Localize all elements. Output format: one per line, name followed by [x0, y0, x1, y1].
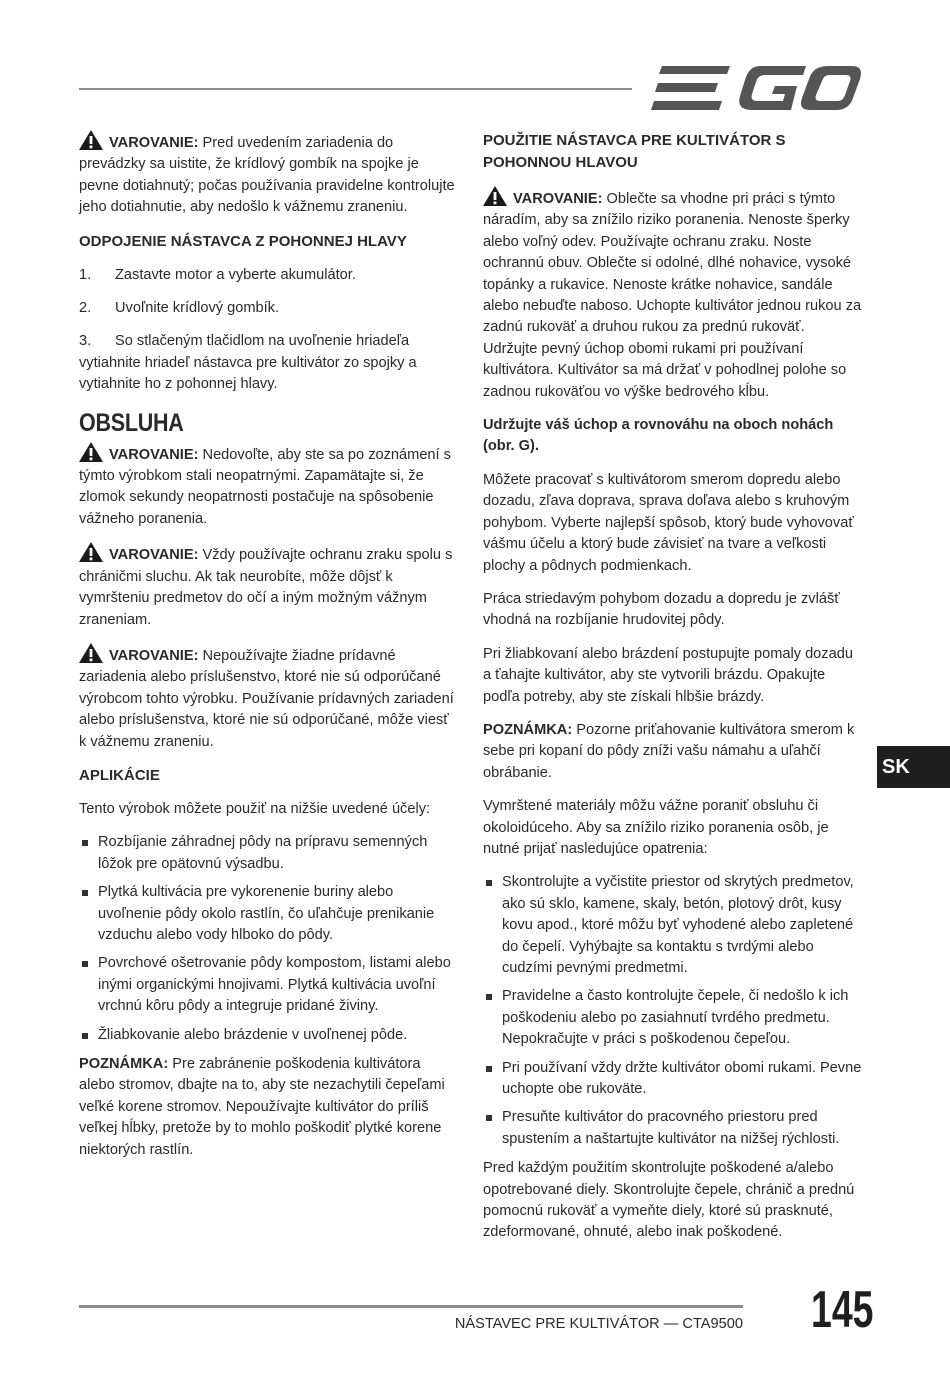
- step-number: 1.: [79, 266, 92, 283]
- numbered-step: [79, 331, 460, 395]
- list-item: Presuňte kultivátor do pracovného priestoru pred spustením a naštartujte kultivátor na nižšej rýchlosti.: [483, 1107, 863, 1150]
- warning-text: Pred uvedením zariadenia do prevádzky sa uistite, že krídlový gombík na spojke je pevne dotiahnutý; počas používania pravidelne kontrolujte jeho dotiahnutie, aby nedošlo k vážnemu zraneniu.: [79, 135, 455, 216]
- note-paragraph: [79, 1054, 460, 1161]
- warning-triangle-icon: [79, 130, 103, 150]
- warning-label: VAROVANIE:: [109, 647, 199, 664]
- step-text: Zastavte motor a vyberte akumulátor.: [115, 266, 356, 283]
- applications-list: [79, 832, 460, 1046]
- warning-label: VAROVANIE:: [513, 191, 603, 207]
- section-heading-applications: APLIKÁCIE: [79, 766, 160, 784]
- note-label: POZNÁMKA:: [483, 721, 573, 738]
- list-item: Plytká kultivácia pre vykorenenie buriny alebo uvoľnenie pôdy okolo rastlín, čo uľahčuje prenikanie vzduchu alebo vody hlboko do pôdy.: [79, 882, 460, 946]
- step-number: 3.: [79, 333, 92, 350]
- ego-logo: [648, 64, 862, 112]
- grip-instruction: Udržujte váš úchop a rovnováhu na oboch nohách (obr. G).: [483, 417, 834, 455]
- warning-triangle-icon: [483, 186, 507, 206]
- section-heading-detach: ODPOJENIE NÁSTAVCA Z POHONNEJ HLAVY: [79, 232, 407, 250]
- step-text: So stlačeným tlačidlom na uvoľnenie hriadeľa vytiahnite hriadeľ nástavca pre kultivátor zo spojky a vytiahnite ho z pohonnej hlavy.: [79, 333, 417, 393]
- warning-triangle-icon: [79, 442, 103, 462]
- note-text: Pozorne priťahovanie kultivátora smerom k sebe pri kopaní do pôdy zníži vašu námahu a uľahčí obrábanie.: [483, 721, 855, 781]
- applications-intro: Tento výrobok môžete použiť na nižšie uvedené účely:: [79, 800, 431, 817]
- body-paragraph: Pred každým použitím skontrolujte poškodené a/alebo opotrebované diely. Skontrolujte čepele, chránič a prednú pomocnú rukoväť a vymeňte diely, ktoré sú prasknuté, zdeformované, ohnuté, alebo inak poškodené.: [483, 1160, 855, 1241]
- precautions-list: [483, 872, 863, 1150]
- page-number: 145: [811, 1281, 874, 1339]
- warning-paragraph: [79, 130, 460, 219]
- warning-label: VAROVANIE:: [109, 446, 199, 463]
- left-column: [79, 130, 460, 1173]
- warning-paragraph: [79, 442, 460, 531]
- note-paragraph: [483, 720, 863, 784]
- step-text: Uvoľnite krídlový gombík.: [115, 300, 280, 317]
- section-heading-operation: OBSLUHA: [79, 408, 184, 437]
- footer-rule: [79, 1305, 743, 1308]
- list-item: Rozbíjanie záhradnej pôdy na prípravu semenných lôžok pre opätovnú výsadbu.: [79, 832, 460, 875]
- list-item: Pravidelne a často kontrolujte čepele, či nedošlo k ich poškodeniu alebo po zasiahnutí tvrdého predmetu. Nepokračujte v práci s poškodenou čepeľou.: [483, 986, 863, 1050]
- note-text: Pre zabránenie poškodenia kultivátora alebo stromov, dbajte na to, aby ste nezachytili čepeľami veľké korene stromov. Nepoužívajte kultivátor do príliš veľkej hĺbky, pretože by to mohlo poškodiť plytké korene niektorých rastlín.: [79, 1056, 445, 1158]
- list-item: Povrchové ošetrovanie pôdy kompostom, listami alebo inými organickými hnojivami. Plytká kultivácia uvoľní vrchnú kôru pôdy a integruje pridané živiny.: [79, 953, 460, 1017]
- section-heading-use: POUŽITIE NÁSTAVCA PRE KULTIVÁTOR S POHONNOU HLAVOU: [483, 132, 786, 171]
- warning-triangle-icon: [79, 643, 103, 663]
- numbered-step: [79, 298, 460, 319]
- body-paragraph: Môžete pracovať s kultivátorom smerom dopredu alebo dozadu, zľava doprava, sprava doľava alebo s kruhovým pohybom. Vyberte najlepší spôsob, ktorý bude vyhovovať vášmu účelu a ktorý bude závisieť na tvare a veľkosti plochy a pôdnych podmienkach.: [483, 471, 854, 574]
- warning-text: Nedovoľte, aby ste sa po zoznámení s týmto výrobkom stali neopatrnými. Zapamätajte si, že zlomok sekundy neopatrnosti postačuje na spôsobenie vážneho poranenia.: [79, 446, 451, 527]
- note-label: POZNÁMKA:: [79, 1056, 169, 1072]
- numbered-step: [79, 265, 460, 286]
- warning-text: Oblečte sa vhodne pri práci s týmto náradím, aby sa znížilo riziko poranenia. Nenoste šperky alebo voľný odev. Používajte ochranu zraku. Noste ochrannú obuv. Oblečte si odolné, dlhé nohavice, vysoké topánky a rukavice. Nenoste krátke nohavice, sandále alebo nebuďte naboso. Uchopte kultivátor jednou rukou za zadnú rukoväť a druhou rukou za prednú rukoväť. Udržujte pevný úchop obomi rukami pri používaní kultivátora. Kultivátor sa má držať v pohodlnej polohe so zadnou rukoväťou vo výške bedrového kĺbu.: [483, 191, 862, 400]
- warning-label: VAROVANIE:: [109, 135, 199, 151]
- warning-text: Vždy používajte ochranu zraku spolu s chráničmi sluchu. Ak tak neurobíte, môže dôjsť k vymršteniu predmetov do očí a iným možným vážnym zraneniam.: [79, 547, 453, 628]
- warning-paragraph: [79, 542, 460, 631]
- language-tab: SK: [877, 746, 950, 788]
- warning-text: Nepoužívajte žiadne prídavné zariadenia alebo príslušenstvo, ktoré nie sú odporúčané výrobcom tohto výrobku. Používanie prídavných zariadení alebo príslušenstva, ktoré nie sú odporúčané, môže viesť k vážnemu zraneniu.: [79, 647, 454, 750]
- footer-title: NÁSTAVEC PRE KULTIVÁTOR — CTA9500: [454, 1316, 743, 1332]
- list-item: Skontrolujte a vyčistite priestor od skrytých predmetov, ako sú sklo, kamene, skaly, betón, plotový drôt, kusy kovu apod., ktoré môžu byť vyhodené alebo zapletené do čepelí. Vyhýbajte sa kontaktu s tvrdými alebo cudzími pevnými predmetmi.: [483, 872, 863, 979]
- body-paragraph: Práca striedavým pohybom dozadu a dopredu je zvlášť vhodná na rozbíjanie hrudovitej pôdy.: [483, 590, 840, 629]
- right-column: [483, 130, 863, 1256]
- body-paragraph: Pri žliabkovaní alebo brázdení postupujte pomaly dozadu a ťahajte kultivátor, aby ste vytvorili brázdu. Opakujte podľa potreby, aby ste získali hlbšie brázdy.: [483, 645, 853, 705]
- header-rule: [79, 88, 632, 90]
- warning-paragraph: [483, 186, 863, 403]
- list-item: Žliabkovanie alebo brázdenie v uvoľnenej pôde.: [79, 1025, 460, 1046]
- warning-paragraph: [79, 643, 460, 753]
- list-item: Pri používaní vždy držte kultivátor obomi rukami. Pevne uchopte obe rukoväte.: [483, 1058, 863, 1101]
- step-number: 2.: [79, 300, 92, 317]
- warning-label: VAROVANIE:: [109, 547, 199, 564]
- warning-triangle-icon: [79, 542, 103, 562]
- body-paragraph: Vymrštené materiály môžu vážne poraniť obsluhu či okoloidúceho. Aby sa znížilo riziko poranenia osôb, je nutné prijať nasledujúce opatrenia:: [483, 798, 829, 857]
